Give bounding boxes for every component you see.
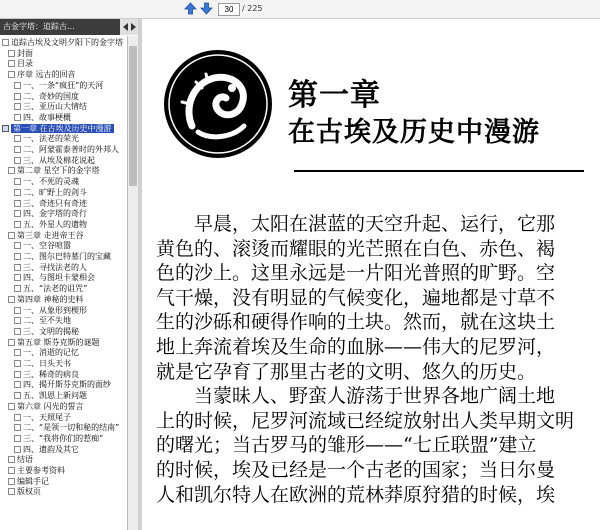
outline-item-label: 封面 (17, 48, 33, 58)
outline-item[interactable] (8, 166, 100, 176)
bookmark-icon (14, 221, 21, 228)
outline-item[interactable] (2, 38, 123, 48)
outline-item[interactable] (8, 70, 76, 80)
chapter-emblem-icon (162, 48, 274, 160)
bookmark-icon (8, 467, 15, 474)
outline-item-label: 三、亚历山大情结 (23, 102, 87, 112)
outline-item-label: 一、消逝的记忆 (23, 348, 79, 358)
bookmark-current-icon (2, 125, 9, 132)
outline-item-label: 序章 远古的回音 (17, 70, 76, 80)
bookmark-icon (14, 349, 21, 356)
bookmark-icon (14, 414, 21, 421)
outline-item-label: 三、从埃及棉花说起 (23, 155, 95, 165)
bookmark-icon (14, 157, 21, 164)
outline-item[interactable] (14, 445, 79, 455)
bookmark-icon (14, 135, 21, 142)
outline-item[interactable] (14, 306, 87, 316)
outline-item[interactable] (14, 134, 79, 144)
chapter-number: 第一章 (288, 78, 381, 113)
toolbar (0, 0, 600, 19)
outline-item-label: 版权页 (17, 487, 41, 497)
outline-item[interactable] (14, 81, 103, 91)
outline-item[interactable] (8, 455, 33, 465)
outline-item-label: 第三章 走进帝王谷 (17, 230, 84, 240)
bookmark-icon (14, 317, 21, 324)
outline-item-label: 结语 (17, 455, 33, 465)
outline-item-label: 五、“法老的诅咒” (23, 284, 88, 294)
body-text-line: 色的沙上。这里永远是一片阳光普照的旷野。空 (156, 262, 556, 285)
body-text-line: 早晨，太阳在湛蓝的天空升起、运行，它那 (156, 213, 556, 235)
bookmark-icon (14, 285, 21, 292)
document-page (142, 36, 600, 530)
outline-item-label: 五、外星人的遗物 (23, 219, 87, 229)
outline-item[interactable] (14, 434, 103, 444)
outline-item[interactable] (14, 220, 87, 230)
outline-item-label: 二、阿蒙霍泰普时的外邦人 (23, 145, 119, 154)
bookmark-icon (8, 403, 15, 410)
body-text-line: 的曙光；当古罗马的雏形——“七丘联盟”建立 (156, 434, 537, 457)
tab-scroll-left-icon[interactable] (123, 23, 128, 31)
outline-item[interactable] (14, 391, 87, 401)
page-up-icon[interactable] (184, 2, 197, 15)
outline-item[interactable] (14, 188, 87, 198)
body-text-line: 生的沙砾和硬得作响的土块。然而，就在这块土 (156, 311, 556, 334)
tab-bar (0, 19, 140, 35)
bookmark-icon (14, 200, 21, 207)
bookmark-icon (14, 253, 21, 260)
bookmark-icon (14, 189, 21, 196)
bookmark-icon (8, 488, 15, 495)
outline-item-label: 三、文明的揭秘 (23, 326, 79, 336)
outline-item-label: 第五章 斯芬克斯的谜题 (17, 337, 100, 347)
bookmark-icon (14, 371, 21, 378)
bookmark-icon (14, 274, 21, 281)
body-text-line: 上的时候，尼罗河流域已经绽放射出人类早期文明 (156, 409, 575, 432)
outline-item-label: 三、“我将你们的惹痴” (23, 433, 104, 443)
outline-item[interactable] (14, 241, 71, 251)
bookmark-icon (8, 478, 15, 485)
outline-item-label: 四、揭开斯芬克斯的面纱 (23, 380, 111, 390)
bookmark-icon (14, 264, 21, 271)
outline-item-label: 三、奇迹只有奇迹 (23, 198, 87, 208)
body-text-line: 黄色的、滚烫而耀眼的光芒照在白色、赤色、褐 (156, 237, 556, 260)
outline-item-label: 目录 (17, 59, 33, 69)
outline-item-label: 主要参考资料 (17, 466, 65, 475)
outline-item-label: 二、旷野上的剑斗 (23, 187, 87, 197)
outline-item-label: 第四章 神秘的史料 (17, 294, 84, 304)
outline-item-label: 第二章 星空下的金字塔 (17, 166, 100, 176)
bookmark-icon (14, 435, 21, 442)
page-down-icon[interactable] (200, 2, 213, 15)
outline-item[interactable] (14, 348, 79, 358)
bookmark-icon (8, 456, 15, 463)
page-total: / 225 (242, 4, 263, 13)
bookmark-icon (8, 296, 15, 303)
outline-item-label: 一、天照尾子 (23, 412, 71, 422)
outline-item[interactable] (8, 487, 41, 497)
outline-item[interactable] (8, 49, 33, 59)
outline-item[interactable] (8, 295, 84, 305)
outline-item[interactable] (14, 370, 79, 380)
bookmark-icon (14, 242, 21, 249)
outline-item-label: 二、图尔巴特墓门的宝藏 (23, 252, 111, 261)
bookmark-icon (8, 50, 15, 57)
outline-item[interactable] (8, 59, 33, 69)
outline-item-label: 四、金字塔的奇行 (23, 209, 87, 219)
bookmark-icon (14, 82, 21, 89)
outline-item[interactable] (8, 477, 49, 487)
outline-item[interactable] (14, 380, 111, 390)
outline-item[interactable] (8, 402, 84, 412)
outline-item[interactable] (14, 423, 119, 433)
bookmark-icon (8, 167, 15, 174)
body-text-line: 的时候，埃及已经是一个古老的国家；当日尔曼 (156, 459, 556, 481)
outline-item-label: 三、稀奇的病良 (23, 369, 79, 379)
body-text-line: 人和凯尔特人在欧洲的荒林莽原狩猎的时候，埃 (156, 483, 556, 506)
outline-item-label: 三、寻找法老的人 (23, 262, 87, 272)
tab-scroll-right-icon[interactable] (131, 23, 136, 31)
outline-item-label: 一、不死的灵魂 (23, 177, 79, 187)
outline-item-label: 四、与图坦卡蒙相会 (23, 273, 95, 283)
bookmark-icon (8, 71, 15, 78)
body-text-line: 当蒙昧人、野蛮人游荡于世界各地广阔土地 (156, 385, 556, 408)
bookmark-icon (14, 307, 21, 314)
outline-item-label: 一、一条“疯狂”的天河 (23, 80, 104, 90)
outline-tree (0, 36, 126, 530)
tab-book[interactable]: 古金字塔：追踪古... (0, 19, 120, 35)
scrollbar-thumb[interactable] (129, 46, 137, 186)
outline-item[interactable] (14, 145, 119, 155)
outline-item[interactable] (14, 92, 79, 102)
outline-item-label: 四、故事梗概 (23, 112, 71, 122)
outline-item-label: 编辑手记 (17, 476, 49, 486)
outline-item[interactable] (8, 466, 65, 476)
title-underline (294, 170, 584, 172)
bookmark-icon (14, 103, 21, 110)
outline-item-label: 一、法老的荣光 (23, 134, 79, 144)
bookmark-icon (14, 328, 21, 335)
page-number-input[interactable] (218, 3, 240, 16)
chapter-title: 在古埃及历史中漫游 (288, 117, 540, 148)
outline-item[interactable] (14, 327, 79, 337)
bookmark-icon (2, 39, 9, 46)
outline-item-label: 二、奇妙的国度 (23, 91, 79, 101)
bookmark-icon (8, 232, 15, 239)
outline-item[interactable] (2, 124, 114, 134)
outline-item[interactable] (14, 359, 71, 369)
bookmark-icon (14, 210, 21, 217)
outline-item[interactable] (8, 231, 84, 241)
outline-item[interactable] (14, 199, 87, 209)
bookmark-icon (14, 146, 21, 153)
outline-item[interactable] (14, 284, 87, 294)
outline-scrollbar[interactable] (127, 36, 138, 530)
outline-item-label: 一、空谷喧嚣 (23, 241, 71, 251)
outline-item[interactable] (14, 113, 71, 123)
outline-item-label: 第六章 闪光的誓言 (17, 401, 84, 411)
bookmark-icon (14, 114, 21, 121)
bookmark-icon (14, 424, 21, 431)
outline-item[interactable] (14, 102, 87, 112)
outline-item[interactable] (14, 316, 71, 326)
outline-item[interactable] (8, 338, 100, 348)
body-text-line: 气干燥，没有明显的气候变化，遍地都是寸草不 (156, 286, 556, 309)
bookmark-icon (8, 60, 15, 67)
bookmark-icon (14, 381, 21, 388)
outline-item[interactable] (14, 209, 87, 219)
bookmark-icon (14, 178, 21, 185)
outline-item-label: 五、凯恩上新问题 (23, 391, 87, 401)
body-text-line: 就是它孕育了那里古老的文明、悠久的历史。 (156, 360, 537, 383)
outline-item-label: 第一章 在古埃及历史中漫游 (13, 123, 112, 133)
outline-item[interactable] (14, 263, 87, 273)
outline-item[interactable] (14, 177, 79, 187)
outline-item-label: 二、“是领一切和秘的结南” (23, 423, 120, 433)
bookmark-icon (14, 360, 21, 367)
outline-item-label: 二、日头天书 (23, 359, 71, 368)
outline-item[interactable] (14, 156, 95, 166)
bookmark-icon (8, 339, 15, 346)
bookmark-icon (14, 93, 21, 100)
outline-item-label: 二、至不失地 (23, 316, 71, 326)
outline-item[interactable] (14, 252, 111, 262)
bookmark-icon (14, 392, 21, 399)
outline-item[interactable] (14, 273, 95, 283)
outline-item[interactable] (14, 413, 71, 423)
outline-item-label: 追踪古埃及文明夕阳下的金字塔 (11, 38, 123, 47)
outline-item-label: 四、遗韵及其它 (23, 444, 79, 454)
bookmark-icon (14, 446, 21, 453)
outline-item-label: 一、从象形到楔形 (23, 305, 87, 315)
body-text-line: 地上奔流着埃及生命的血脉——伟大的尼罗河， (156, 336, 556, 358)
